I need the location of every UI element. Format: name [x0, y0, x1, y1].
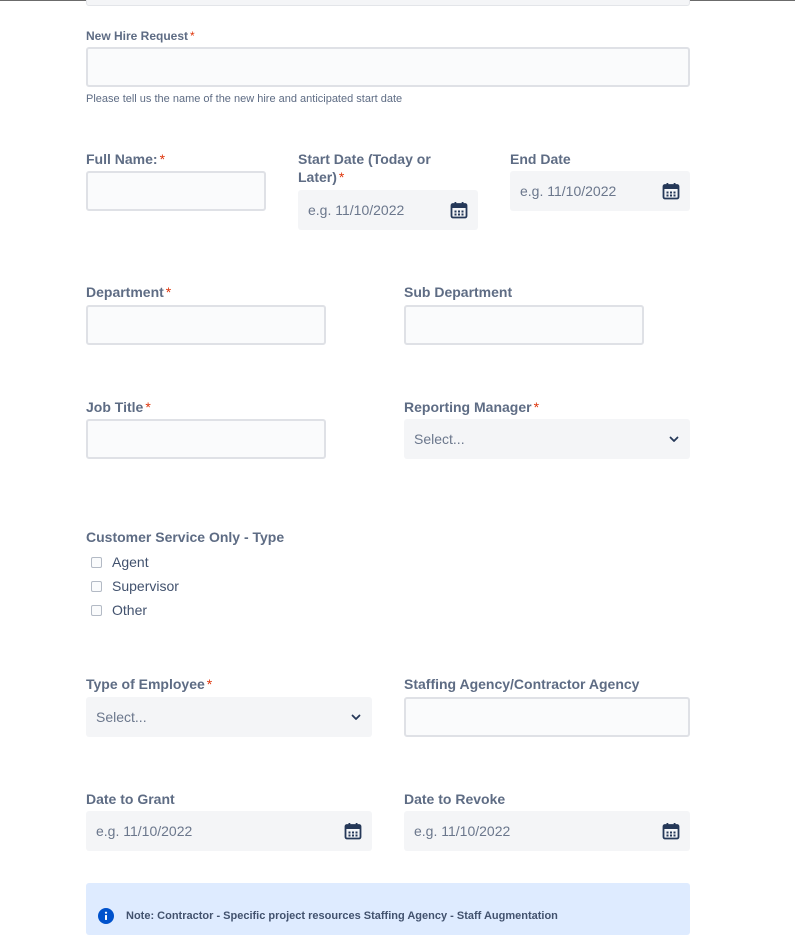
required-marker: *: [338, 169, 345, 185]
checkbox-agent-box[interactable]: [91, 557, 102, 568]
customer-service-type-label-text: Customer Service Only - Type: [86, 529, 285, 545]
calendar-icon[interactable]: [344, 822, 362, 840]
previous-field-edge: [86, 0, 690, 6]
customer-service-type-label: [86, 528, 284, 546]
info-icon: [98, 908, 114, 924]
reporting-manager-select[interactable]: [404, 419, 690, 459]
employee-type-label-text: Type of Employee: [86, 676, 205, 692]
employee-type-label: [86, 675, 212, 693]
date-to-grant-placeholder: e.g. 11/10/2022: [96, 823, 193, 839]
checkbox-agent[interactable]: [91, 554, 149, 570]
date-to-grant-picker[interactable]: [86, 811, 372, 851]
employee-type-select[interactable]: [86, 697, 372, 737]
checkbox-agent-label[interactable]: Agent: [112, 554, 149, 570]
date-to-revoke-picker[interactable]: [404, 811, 690, 851]
calendar-icon[interactable]: [662, 822, 680, 840]
calendar-icon[interactable]: [450, 201, 468, 219]
job-title-input[interactable]: [86, 419, 326, 459]
required-marker: *: [206, 676, 213, 692]
department-input[interactable]: [86, 305, 326, 345]
end-date-picker[interactable]: [510, 171, 690, 211]
start-date-label: [298, 150, 468, 186]
full-name-input[interactable]: [86, 171, 266, 211]
reporting-manager-label-text: Reporting Manager: [404, 399, 532, 415]
date-to-revoke-label: [404, 790, 505, 808]
calendar-icon[interactable]: [662, 182, 680, 200]
required-marker: *: [165, 284, 172, 300]
department-label-text: Department: [86, 284, 164, 300]
checkbox-supervisor-label[interactable]: Supervisor: [112, 578, 179, 594]
staffing-agency-input[interactable]: [404, 697, 690, 737]
job-title-label: [86, 398, 151, 416]
date-to-revoke-label-text: Date to Revoke: [404, 791, 506, 807]
full-name-label: [86, 150, 165, 168]
date-to-grant-label-text: Date to Grant: [86, 791, 175, 807]
job-title-label-text: Job Title: [86, 399, 144, 415]
checkbox-other-box[interactable]: [91, 605, 102, 616]
new-hire-request-label-text: New Hire Request: [86, 29, 189, 43]
end-date-label-text: End Date: [510, 151, 571, 167]
start-date-placeholder: e.g. 11/10/2022: [308, 202, 405, 218]
reporting-manager-placeholder: Select...: [414, 431, 465, 447]
end-date-label: [510, 150, 571, 168]
info-note-text: Note: Contractor - Specific project resources Staffing Agency - Staff Augmentation: [126, 910, 558, 922]
start-date-picker[interactable]: [298, 190, 478, 230]
date-to-revoke-placeholder: e.g. 11/10/2022: [414, 823, 511, 839]
full-name-label-text: Full Name:: [86, 151, 158, 167]
date-to-grant-label: [86, 790, 175, 808]
sub-department-label-text: Sub Department: [404, 284, 513, 300]
checkbox-supervisor-box[interactable]: [91, 581, 102, 592]
chevron-down-icon[interactable]: [668, 433, 680, 445]
sub-department-label: [404, 283, 512, 301]
reporting-manager-label: [404, 398, 539, 416]
sub-department-input[interactable]: [404, 305, 644, 345]
end-date-placeholder: e.g. 11/10/2022: [520, 183, 617, 199]
new-hire-request-label: [86, 27, 195, 45]
checkbox-other-label[interactable]: Other: [112, 602, 148, 618]
required-marker: *: [533, 399, 540, 415]
required-marker: *: [159, 151, 166, 167]
new-hire-request-help: Please tell us the name of the new hire and anticipated start date: [86, 93, 403, 105]
checkbox-supervisor[interactable]: [91, 578, 179, 594]
required-marker: *: [145, 399, 151, 415]
staffing-agency-label: [404, 675, 639, 693]
checkbox-other[interactable]: [91, 602, 147, 618]
start-date-label-text: Start Date (Today or Later): [298, 151, 431, 185]
required-marker: *: [190, 29, 195, 43]
department-label: [86, 283, 171, 301]
staffing-agency-label-text: Staffing Agency/Contractor Agency: [404, 676, 640, 692]
employee-type-placeholder: Select...: [96, 709, 147, 725]
new-hire-request-input[interactable]: [86, 47, 690, 87]
chevron-down-icon[interactable]: [350, 711, 362, 723]
info-note-panel: [86, 883, 690, 935]
